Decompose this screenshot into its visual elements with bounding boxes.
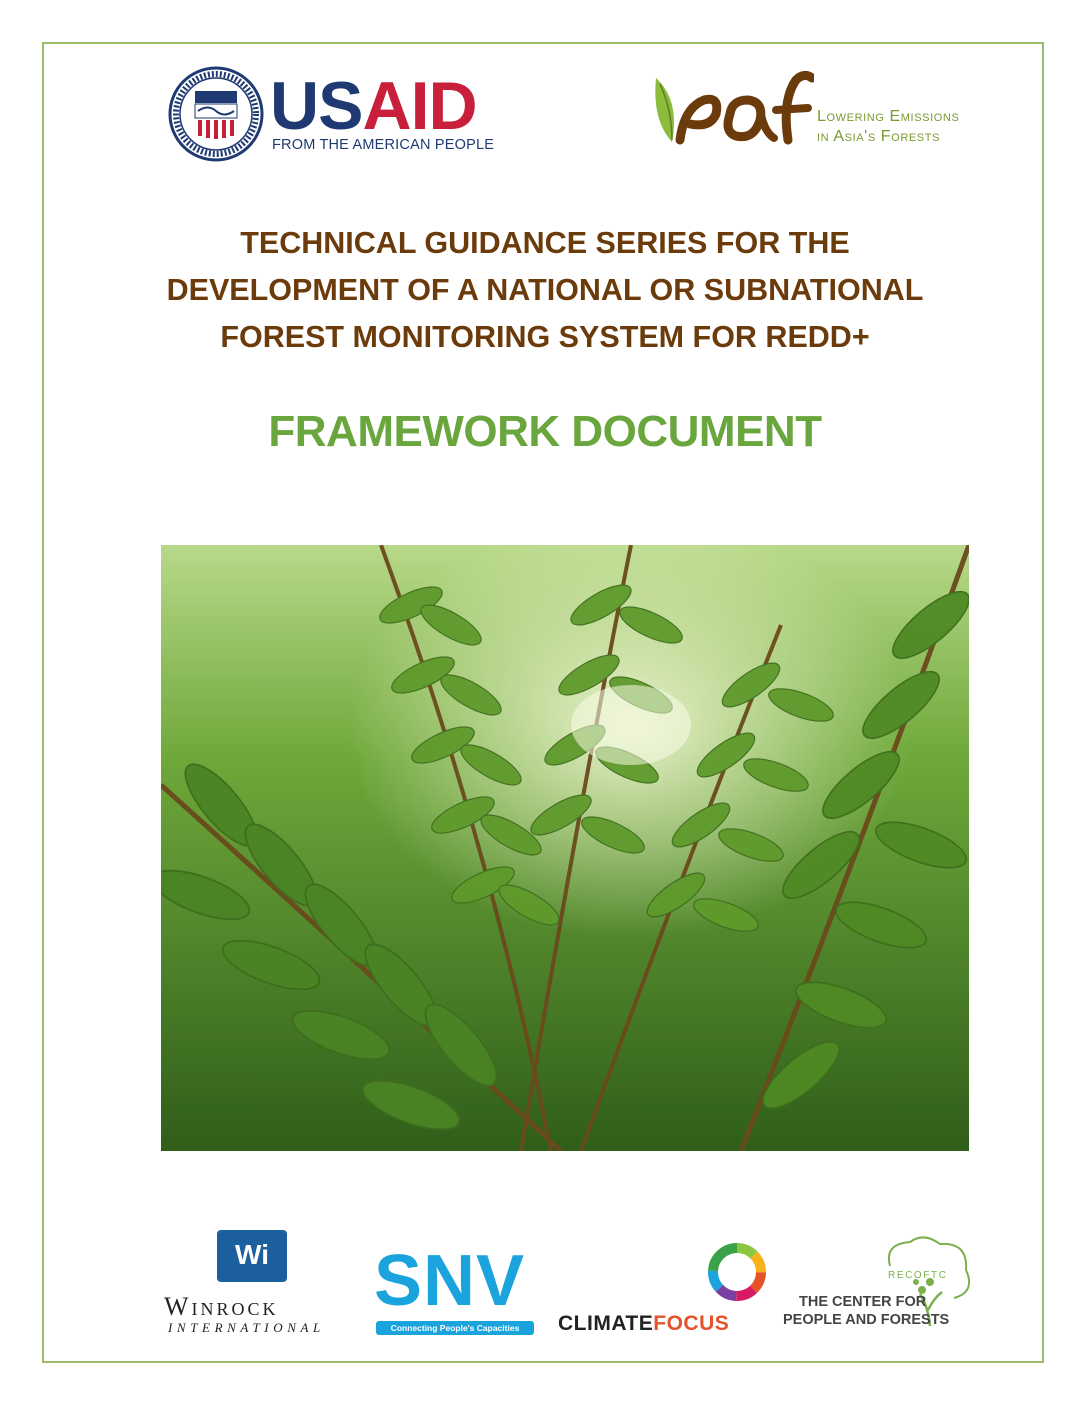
usaid-seal-icon [168, 66, 264, 162]
series-title [60, 220, 1030, 361]
leaf-logo-icon [650, 70, 814, 146]
recoftc-label: RECOFTC [888, 1270, 948, 1281]
series-title-line3: FOREST MONITORING SYSTEM FOR REDD+ [220, 320, 870, 354]
usaid-wordmark [270, 68, 477, 144]
climate-focus-name [558, 1311, 729, 1337]
usaid-tagline: FROM THE AMERICAN PEOPLE [272, 137, 495, 153]
leaf-tagline-line1: Lowering Emissions [817, 108, 960, 125]
series-title-line1: TECHNICAL GUIDANCE SERIES FOR THE [240, 226, 850, 260]
usaid-word-us: US [270, 68, 363, 144]
leaf-tagline [817, 107, 959, 147]
leaf-tagline-line2: in Asia's Forests [817, 128, 941, 145]
winrock-name: Winrock [164, 1292, 279, 1321]
climate-focus-word1: CLIMATE [558, 1312, 654, 1335]
snv-name: SNV [374, 1241, 526, 1321]
document-type-title: FRAMEWORK DOCUMENT [268, 407, 822, 456]
snv-tagline: Connecting People's Capacities [390, 1323, 520, 1333]
winrock-sub: INTERNATIONAL [168, 1320, 325, 1335]
climate-focus-word2: FOCUS [653, 1312, 730, 1335]
series-title-line2: DEVELOPMENT OF A NATIONAL OR SUBNATIONAL [166, 273, 924, 307]
usaid-word-aid: AID [362, 68, 477, 144]
winrock-badge-text: Wi [235, 1239, 269, 1270]
fern-leaves-photo [161, 545, 969, 1151]
recoftc-line2: PEOPLE AND FORESTS [783, 1312, 950, 1328]
recoftc-line1: THE CENTER FOR [799, 1294, 927, 1310]
climate-focus-ring-icon [706, 1241, 768, 1303]
